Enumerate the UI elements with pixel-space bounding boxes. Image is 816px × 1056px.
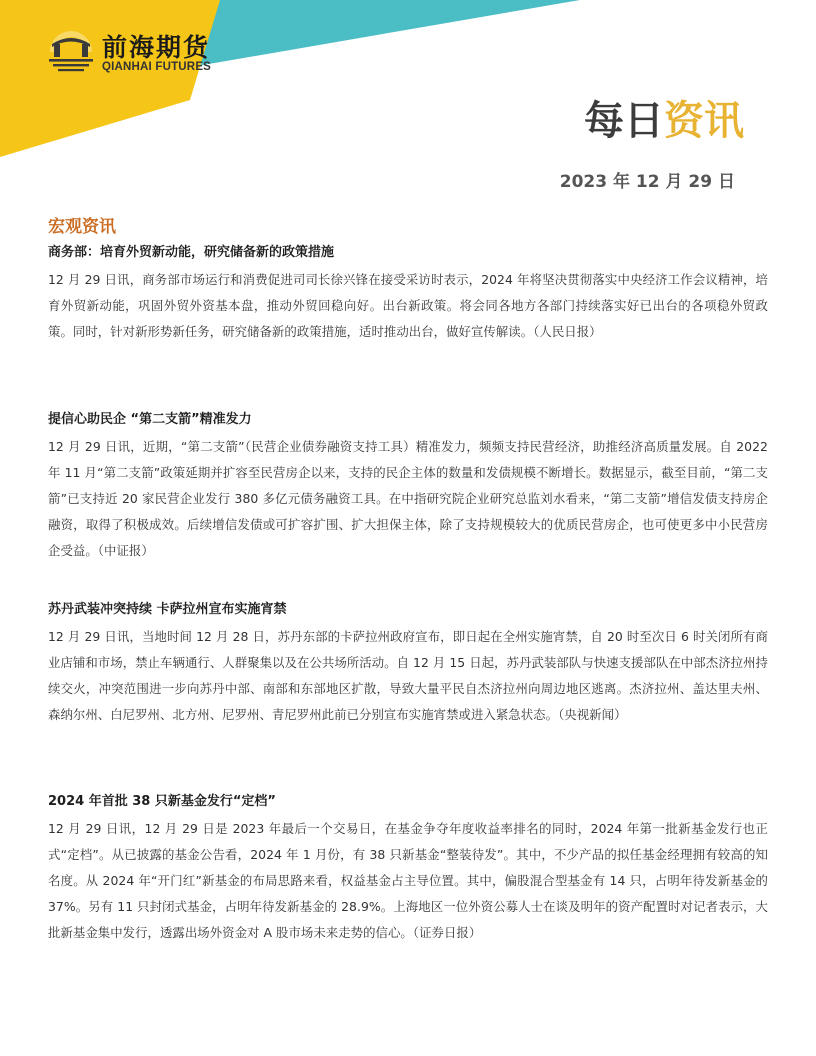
- page-title: [584, 98, 744, 144]
- company-logo: [46, 28, 246, 78]
- article-body: 12 月 29 日讯，近期，“第二支箭”（民营企业债券融资支持工具）精准发力，频频支持民营经济，助推经济高质量发展。自 2022 年 11 月“第二支箭”政策延期并扩容至民营房企以来，支持的民企主体的数量和发债规模不断增长。数据显示，截至目前，“第二支箭”已支持近 20 家民营企业发行 380 多亿元债务融资工具。在中指研究院企业研究总监刘水看来，“第二支箭”增信发债支持房企融资，取得了积极成效。后续增信发债或可扩容扩围、扩大担保主体，除了支持规模较大的优质民营房企，也可使更多中小民营房企受益。（中证报）: [48, 439, 768, 558]
- logo-english-name: QIANHAI FUTURES: [102, 61, 212, 73]
- news-article: [48, 243, 768, 345]
- article-headline: 2024 年首批 38 只新基金发行“定档”: [48, 794, 276, 809]
- page-title-accent: 资讯: [664, 98, 744, 144]
- report-date: 2023 年 12 月 29 日: [559, 172, 735, 192]
- article-headline: 提信心助民企 “第二支箭”精准发力: [48, 412, 252, 427]
- news-article: [48, 792, 768, 946]
- article-headline: 苏丹武装冲突持续 卡萨拉州宣布实施宵禁: [48, 602, 287, 617]
- article-body: 12 月 29 日讯，12 月 29 日是 2023 年最后一个交易日，在基金争夺年度收益率排名的同时，2024 年第一批新基金发行也正式“定档”。从已披露的基金公告看，2024 年 1 月份，有 38 只新基金“整装待发”。其中，不少产品的拟任基金经理拥有较高的知名度。从 2024 年“开门红”新基金的布局思路来看，权益基金占主导位置。其中，偏股混合型基金有 14 只，占明年待发新基金的 37%。另有 11 只封闭式基金，占明年待发新基金的 28.9%。上海地区一位外资公募人士在谈及明年的资产配置时对记者表示，大批新基金集中发行，透露出场外资金对 A 股市场未来走势的信心。（证券日报）: [48, 821, 768, 940]
- news-article: [48, 410, 768, 564]
- article-headline: 商务部：培育外贸新动能，研究储备新的政策措施: [48, 245, 335, 260]
- section-title: 宏观资讯: [48, 217, 116, 237]
- news-article: [48, 600, 768, 728]
- article-body: 12 月 29 日讯，当地时间 12 月 28 日，苏丹东部的卡萨拉州政府宣布，即日起在全州实施宵禁，自 20 时至次日 6 时关闭所有商业店铺和市场，禁止车辆通行、人群聚集以及在公共场所活动。自 12 月 15 日起，苏丹武装部队与快速支援部队在中部杰济拉州持续交火，冲突范围进一步向苏丹中部、南部和东部地区扩散，导致大量平民自杰济拉州向周边地区逃离。杰济拉州、盖达里夫州、森纳尔州、白尼罗州、北方州、尼罗州、青尼罗州此前已分别宣布实施宵禁或进入紧急状态。（央视新闻）: [48, 629, 768, 722]
- qianhai-logo-icon: [46, 28, 96, 74]
- page-title-main: 每日: [584, 98, 664, 144]
- article-body: 12 月 29 日讯，商务部市场运行和消费促进司司长徐兴锋在接受采访时表示，2024 年将坚决贯彻落实中央经济工作会议精神，培育外贸新动能，巩固外贸外资基本盘，推动外贸回稳向好。出台新政策。将会同各地方各部门持续落实好已出台的各项稳外贸政策。同时，针对新形势新任务，研究储备新的政策措施，适时推动出台，做好宣传解读。（人民日报）: [48, 272, 768, 339]
- logo-chinese-name: 前海期货: [102, 33, 211, 62]
